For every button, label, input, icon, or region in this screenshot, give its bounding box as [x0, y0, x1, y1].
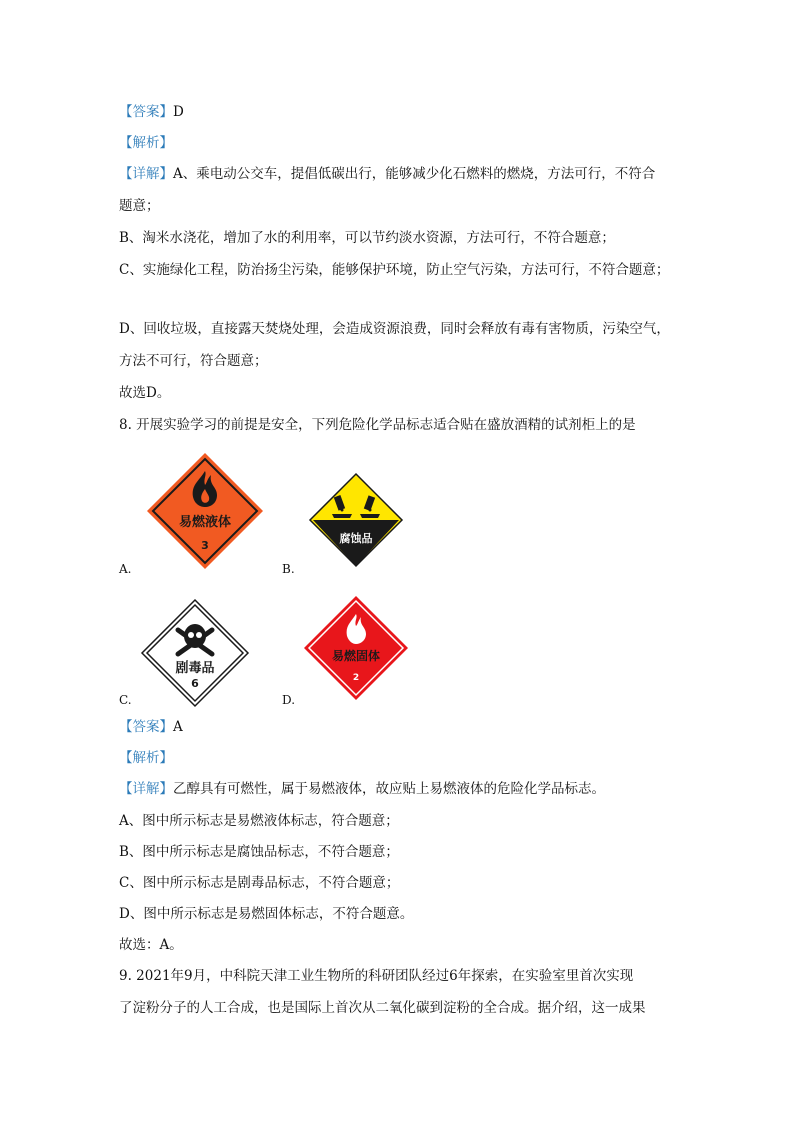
detail-line: B、图中所示标志是腐蚀品标志，不符合题意； — [119, 844, 399, 860]
sign-number: 2 — [352, 673, 360, 683]
sign-number: 6 — [191, 677, 199, 690]
sign-label: 易燃固体 — [331, 649, 381, 663]
detail-tag: 【详解】 — [119, 166, 173, 182]
option-label-b: B. — [282, 562, 295, 576]
detail-text: A、乘电动公交车，提倡低碳出行，能够减少化石燃料的燃烧，方法可行，不符合 — [173, 166, 656, 182]
option-label-a: A. — [119, 562, 132, 576]
flammable-solid-sign — [302, 594, 410, 702]
analysis-tag: 【解析】 — [119, 135, 173, 151]
question-8-stem: 8. 开展实验学习的前提是安全，下列危险化学品标志适合贴在盛放酒精的试剂柜上的是 — [119, 417, 636, 433]
answer-tag: 【答案】 — [119, 104, 173, 120]
sign-label: 易燃液体 — [178, 515, 232, 530]
answer-value: A — [173, 719, 183, 735]
detail-line: B、淘米水浇花，增加了水的利用率，可以节约淡水资源，方法可行，不符合题意； — [119, 230, 615, 246]
toxic-sign — [140, 598, 250, 708]
answer-line-2 — [119, 718, 183, 736]
flammable-liquid-sign — [145, 451, 265, 571]
sign-number: 3 — [201, 539, 209, 552]
question-9-line: 9. 2021年9月，中科院天津工业生物所的科研团队经过6年探索，在实验室里首次实现 — [119, 968, 634, 984]
detail-line: A、图中所示标志是易燃液体标志，符合题意； — [119, 813, 399, 829]
detail-line — [119, 165, 655, 183]
detail-line — [119, 780, 605, 798]
detail-line: 题意； — [119, 198, 160, 214]
answer-line-1 — [119, 103, 184, 121]
detail-line: 故选D。 — [119, 385, 171, 401]
question-9-line: 了淀粉分子的人工合成，也是国际上首次从二氧化碳到淀粉的全合成。据介绍，这一成果 — [119, 1000, 646, 1016]
sign-label: 腐蚀品 — [339, 532, 373, 545]
option-label-d: D. — [282, 693, 296, 707]
answer-value: D — [173, 104, 184, 120]
option-label-c: C. — [119, 693, 132, 707]
detail-line: C、实施绿化工程，防治扬尘污染，能够保护环境，防止空气污染，方法可行，不符合题意； — [119, 262, 670, 278]
detail-line: D、图中所示标志是易燃固体标志，不符合题意。 — [119, 906, 414, 922]
answer-tag: 【答案】 — [119, 719, 173, 735]
detail-line: C、图中所示标志是剧毒品标志，不符合题意； — [119, 875, 400, 891]
analysis-tag: 【解析】 — [119, 750, 173, 766]
detail-text: 乙醇具有可燃性，属于易燃液体，故应贴上易燃液体的危险化学品标志。 — [173, 781, 605, 797]
corrosive-sign — [308, 472, 404, 568]
detail-line: 故选：A。 — [119, 937, 183, 953]
sign-label: 剧毒品 — [175, 661, 215, 676]
detail-tag: 【详解】 — [119, 781, 173, 797]
detail-line: D、回收垃圾，直接露天焚烧处理，会造成资源浪费，同时会释放有毒有害物质，污染空气， — [119, 321, 670, 337]
detail-line: 方法不可行，符合题意； — [119, 353, 268, 369]
